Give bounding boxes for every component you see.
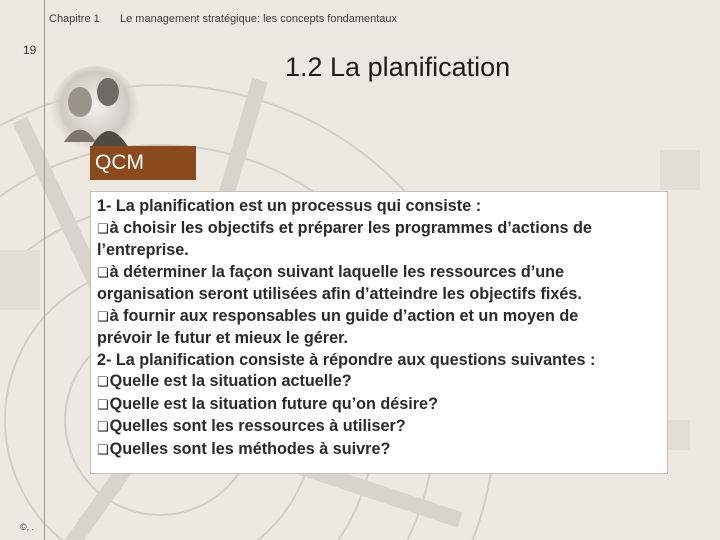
checkbox-square-icon: ❑ xyxy=(97,420,109,435)
content-line-text: l’entreprise. xyxy=(97,241,189,259)
question-content-box xyxy=(90,191,668,474)
checkbox-square-icon: ❑ xyxy=(97,309,109,325)
slide-title: 1.2 La planification xyxy=(285,52,511,82)
content-line xyxy=(97,439,663,462)
content-line-text: 2- La planification consiste à répondre aux questions suivantes : xyxy=(97,350,596,369)
content-line xyxy=(97,328,663,350)
content-line-text: Quelles sont les méthodes à suivre? xyxy=(109,439,391,458)
content-line xyxy=(97,306,663,329)
content-line xyxy=(97,371,663,394)
content-line xyxy=(97,350,663,372)
checkbox-square-icon: ❑ xyxy=(97,397,109,413)
checkbox-square-icon: ❑ xyxy=(97,375,109,390)
content-line-text: à choisir les objectifs et préparer les programmes d’actions de xyxy=(109,218,592,237)
content-line xyxy=(97,196,663,218)
content-line xyxy=(97,416,663,439)
checkbox-square-icon: ❑ xyxy=(97,442,109,458)
checkbox-square-icon: ❑ xyxy=(97,265,109,281)
content-line-text: 1- La planification est un processus qui consiste : xyxy=(97,197,482,215)
section-label: QCM xyxy=(95,151,144,174)
content-line xyxy=(97,218,663,241)
content-line-text: Quelle est la situation actuelle? xyxy=(109,372,352,390)
content-line xyxy=(97,284,663,306)
content-line xyxy=(97,394,663,417)
content-line-text: organisation seront utilisées afin d’atteindre les objectifs fixés. xyxy=(97,285,582,303)
left-vertical-rule xyxy=(44,0,45,540)
content-line-text: Quelles sont les ressources à utiliser? xyxy=(109,417,406,435)
copyright-footer: ©, . xyxy=(20,522,35,532)
content-line xyxy=(97,240,663,262)
content-line-text: Quelle est la situation future qu’on désire? xyxy=(109,394,438,413)
people-photo xyxy=(50,62,140,154)
checkbox-square-icon: ❑ xyxy=(97,221,109,237)
chapter-label: Chapitre 1 xyxy=(49,13,100,25)
content-line-text: à fournir aux responsables un guide d’action et un moyen de xyxy=(109,306,579,325)
chapter-subtitle: Le management stratégique: les concepts fondamentaux xyxy=(120,13,398,25)
section-label-box xyxy=(90,146,196,180)
content-line-text: à déterminer la façon suivant laquelle les ressources d’une xyxy=(109,262,564,281)
content-line-text: prévoir le futur et mieux le gérer. xyxy=(97,329,348,347)
content-line xyxy=(97,262,663,285)
slide-number: 19 xyxy=(23,43,37,57)
